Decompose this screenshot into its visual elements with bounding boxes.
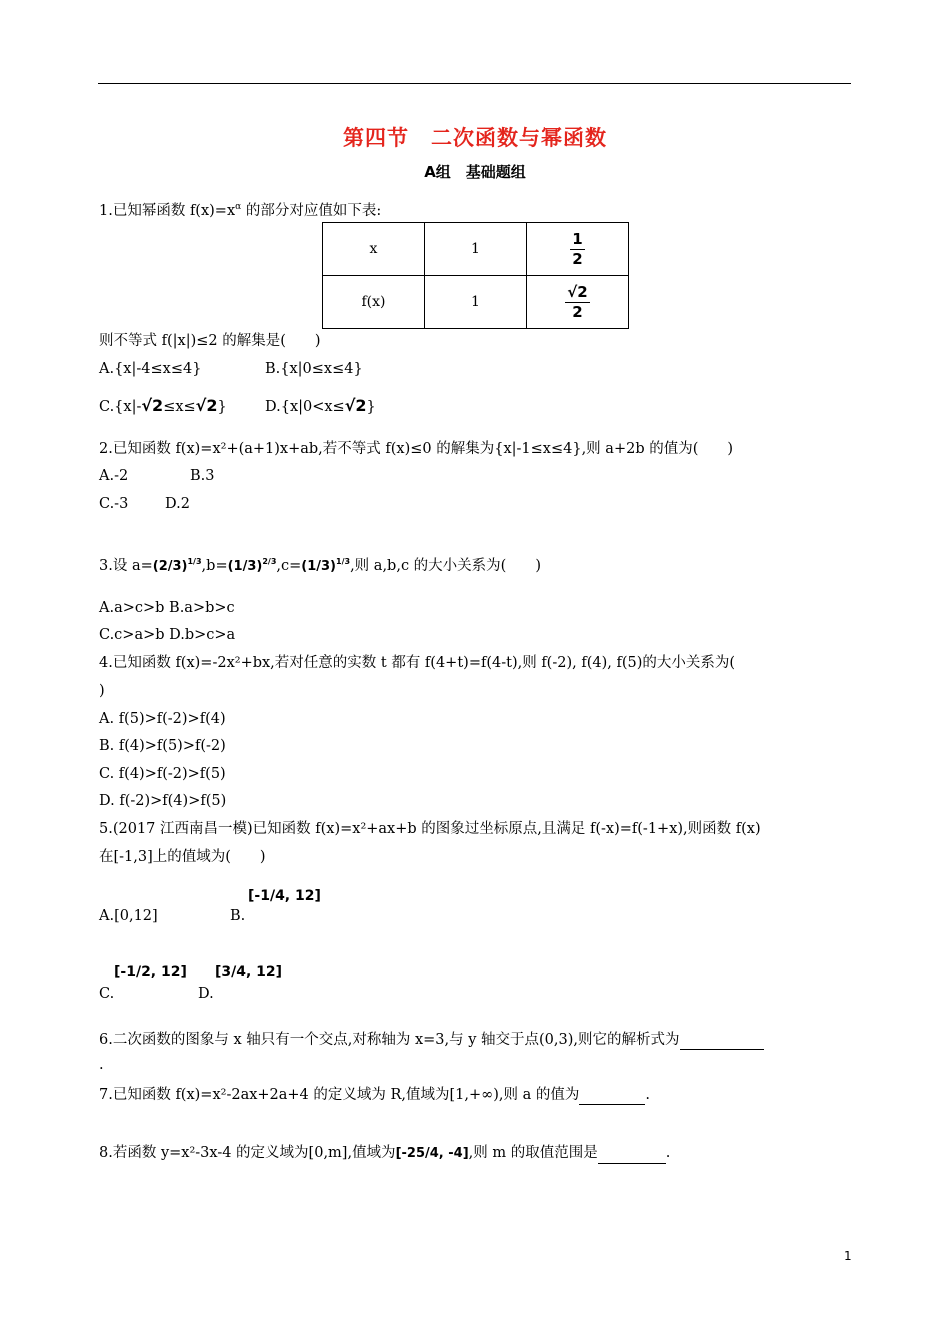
q7-stem: 7.已知函数 f(x)=x²-2ax+2a+4 的定义域为 R,值域为[1,+∞),则 a 的值为 .	[99, 1084, 650, 1105]
q5-option-d-label: D.	[198, 986, 214, 1002]
q2-option-c: C.-3	[99, 496, 129, 512]
q1-option-a: A.{x|-4≤x≤4}	[99, 361, 202, 377]
q5-option-a: A.[0,12]	[99, 908, 158, 924]
q5-option-d-math: [3/4, 12]	[215, 964, 283, 980]
q2-option-d: D.2	[165, 496, 190, 512]
q5-option-b-math: [-1/4, 12]	[248, 888, 321, 904]
section-title: 第四节 二次函数与幂函数	[343, 126, 607, 150]
q5-option-c-math: [-1/2, 12]	[114, 964, 187, 980]
q1-option-c: C.{x|-√2≤x≤√2}	[99, 396, 227, 415]
table-cell: $\frac{1}{2}$	[527, 223, 629, 276]
q6-stem: 6.二次函数的图象与 x 轴只有一个交点,对称轴为 x=3,与 y 轴交于点(0,3),则它的解析式为	[99, 1029, 764, 1050]
answer-blank[interactable]	[680, 1029, 764, 1050]
q4-option-a: A. f(5)>f(-2)>f(4)	[99, 711, 226, 727]
q1-value-table	[322, 222, 629, 329]
q4-option-d: D. f(-2)>f(4)>f(5)	[99, 793, 227, 809]
table-cell: 1	[425, 223, 527, 276]
q3-options-cd: C.c>a>b D.b>c>a	[99, 627, 236, 643]
q4-option-c: C. f(4)>f(-2)>f(5)	[99, 766, 226, 782]
q2-option-b: B.3	[190, 468, 215, 484]
q5-stem-cont: 在[-1,3]上的值域为( )	[99, 849, 266, 865]
q4-stem-cont: )	[99, 683, 105, 699]
q2-option-a: A.-2	[99, 468, 129, 484]
q3-options-ab: A.a>c>b B.a>b>c	[99, 600, 235, 616]
q1-stem: 1.已知幂函数 $f(x)=x^\alpha$ 的部分对应值如下表:	[99, 202, 382, 219]
group-subtitle: A组 基础题组	[424, 163, 526, 181]
q3-stem: 3.设 $a=(2/3)^{1/3},b=(1/3)^{2/3},c=(1/3)^{1/3}$,则 a,b,c 的大小关系为( )	[99, 557, 541, 574]
q5-stem: 5.(2017 江西南昌一模)已知函数 f(x)=x²+ax+b 的图象过坐标原点,且满足 f(-x)=f(-1+x),则函数 f(x)	[99, 821, 761, 837]
header-rule	[98, 83, 851, 84]
q4-option-b: B. f(4)>f(5)>f(-2)	[99, 738, 226, 754]
table-cell: x	[323, 223, 425, 276]
q2-stem: 2.已知函数 f(x)=x²+(a+1)x+ab,若不等式 f(x)≤0 的解集为{x|-1≤x≤4},则 a+2b 的值为( )	[99, 441, 734, 457]
q8-stem: 8.若函数 y=x²-3x-4 的定义域为[0,m],值域为[-25/4, -4],则 m 的取值范围是 .	[99, 1143, 670, 1164]
q1-question: 则不等式 f(|x|)≤2 的解集是( )	[99, 333, 321, 349]
q4-stem: 4.已知函数 f(x)=-2x²+bx,若对任意的实数 t 都有 f(4+t)=f(4-t),则 f(-2), f(4), f(5)的大小关系为(	[99, 655, 736, 671]
q5-option-c-label: C.	[99, 986, 115, 1002]
q1-option-d: D.{x|0<x≤√2}	[265, 396, 376, 415]
table-cell: f(x)	[323, 276, 425, 329]
q1-option-b: B.{x|0≤x≤4}	[265, 361, 363, 377]
q6-stem-end: .	[99, 1057, 104, 1073]
table-cell: 1	[425, 276, 527, 329]
answer-blank[interactable]	[579, 1084, 645, 1105]
q5-option-b-label: B.	[230, 908, 246, 924]
answer-blank[interactable]	[598, 1143, 666, 1164]
page-number: 1	[844, 1249, 852, 1263]
table-cell: $\frac{√2}{2}$	[527, 276, 629, 329]
